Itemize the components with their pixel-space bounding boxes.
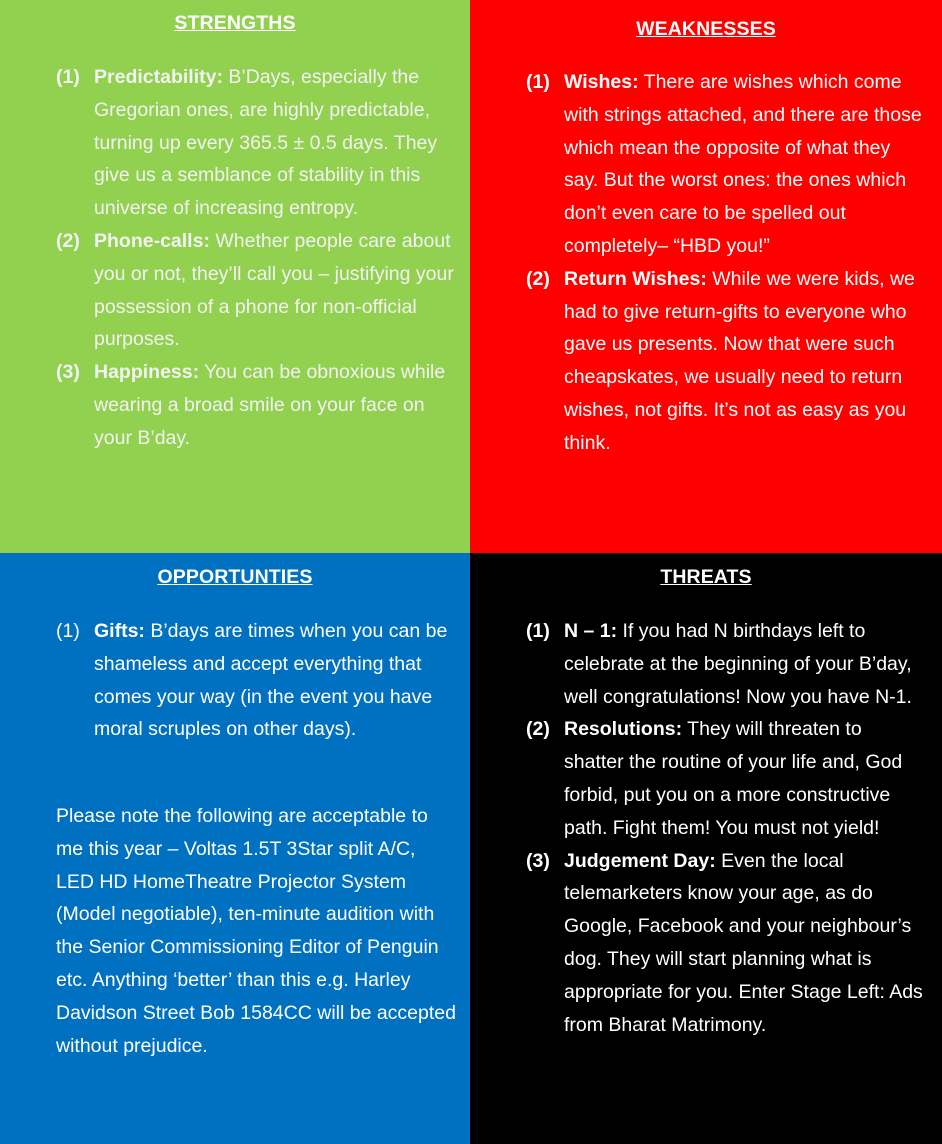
item-number: (3) [56,361,80,384]
item-term: Judgement Day: [564,849,716,872]
strengths-heading: STRENGTHS [174,12,296,34]
opportunities-quadrant [0,553,470,1144]
weaknesses-quadrant [470,0,942,553]
item-term: Phone-calls: [94,229,210,252]
item-number: (2) [526,718,550,741]
item-term: N – 1: [564,620,618,642]
item-text: Whether people care about you or not, they’ll call you – justifying your possession of a phone for non-official purposes. [94,229,454,351]
item-text: B’days are times when you can be shameless and accept everything that comes your way (in the event you have moral scruples on other days). [94,620,448,741]
weaknesses-heading: WEAKNESSES [636,18,776,40]
item-text: You can be obnoxious while wearing a broad smile on your face on your B’day. [94,361,446,449]
strength-item [56,225,456,356]
item-term: Resolutions: [564,718,683,741]
item-term: Predictability: [94,66,223,88]
opportunities-list [56,615,456,746]
threats-heading: THREATS [660,566,752,588]
weaknesses-list [526,66,926,460]
item-number: (1) [56,620,80,642]
weakness-item [526,66,926,263]
item-term: Gifts: [94,620,145,642]
strengths-quadrant [0,0,470,553]
item-term: Return Wishes: [564,267,707,290]
item-text: While we were kids, we had to give return-gifts to everyone who gave us presents. Now that were such cheapskates, we usually need to return wishes, not gifts. It’s not as easy as you think. [564,267,915,454]
threat-item [526,845,926,1042]
item-number: (2) [56,229,80,252]
strength-item [56,61,456,225]
item-text: Even the local telemarketers know your age, as do Google, Facebook and your neighbour’s dog. They will start planning what is appropriate for you. Enter Stage Left: Ads from Bharat Matrimony. [564,849,923,1036]
threat-item [526,615,926,713]
item-text: There are wishes which come with strings attached, and there are those which mean the opposite of what they say. But the worst ones: the ones which don’t even care to be spelled out completely– “HBD you!” [564,71,922,257]
item-text: They will threaten to shatter the routine of your life and, God forbid, put you on a more constructive path. Fight them! You must not yield! [564,718,903,839]
item-text: B’Days, especially the Gregorian ones, are highly predictable, turning up every 365.5 ± 0.5 days. They give us a semblance of stability in this universe of increasing entropy. [94,66,438,220]
threats-quadrant [470,553,942,1144]
threats-list [526,615,926,1041]
item-number: (3) [526,849,550,872]
threat-item [526,713,926,844]
opportunity-item [56,615,456,746]
strength-item [56,356,456,454]
item-number: (2) [526,267,550,290]
item-number: (1) [526,620,550,642]
opportunities-heading: OPPORTUNTIES [157,566,313,588]
opportunities-note: Please note the following are acceptable to me this year – Voltas 1.5T 3Star split A/C, LED HD HomeTheatre Projector System (Model negotiable), ten-minute audition with the Senior Commissioning Editor of Penguin etc. Anything ‘better’ than this e.g. Harley Davidson Street Bob 1584CC will be accepted without prejudice. [56,805,456,1057]
item-number: (1) [56,66,80,88]
strengths-list [56,61,456,455]
weakness-item [526,263,926,460]
item-term: Happiness: [94,361,200,384]
item-term: Wishes: [564,71,639,93]
item-number: (1) [526,71,550,93]
item-text: If you had N birthdays left to celebrate at the beginning of your B’day, well congratulations! Now you have N-1. [564,620,912,708]
